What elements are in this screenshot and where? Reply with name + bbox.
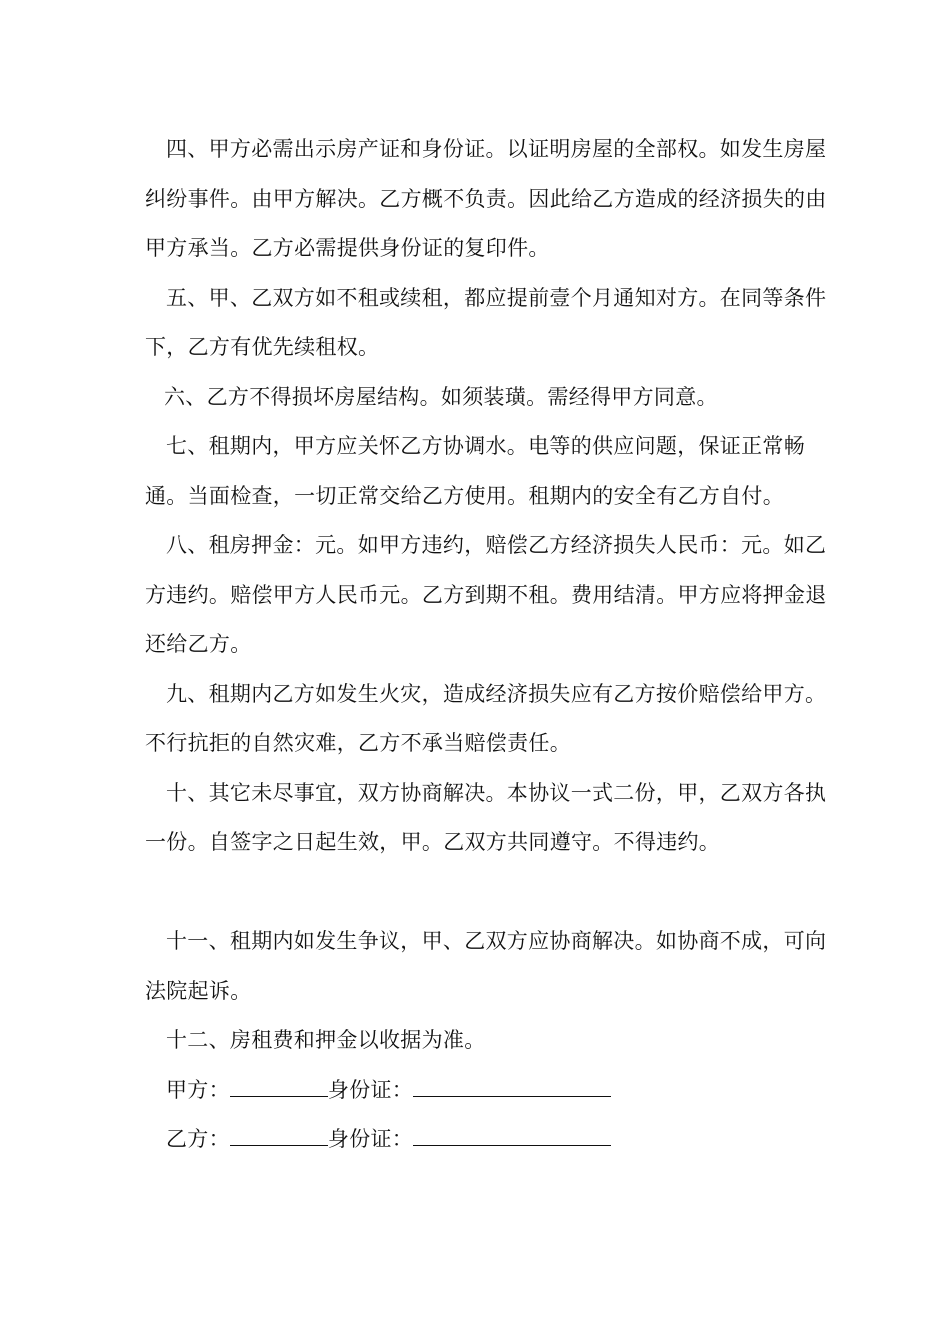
clause-8: 八、租房押金：元。如甲方违约，赔偿乙方经济损失人民币：元。如乙方违约。赔偿甲方人民币元。乙方到期不租。费用结清。甲方应将押金退还给乙方。 — [145, 533, 827, 656]
party-b-id-label: 身份证： — [327, 1127, 414, 1151]
party-b-name-blank — [230, 1125, 328, 1146]
party-b-id-blank — [413, 1125, 611, 1146]
clause-9: 九、租期内乙方如发生火灾，造成经济损失应有乙方按价赔偿给甲方。不行抗拒的自然灾难，乙方不承当赔偿责任。 — [145, 681, 827, 755]
clause-12: 十二、房租费和押金以收据为准。 — [166, 1028, 486, 1052]
party-a-signature-row — [145, 1066, 835, 1116]
party-b-signature-row — [145, 1115, 835, 1165]
party-b-label: 乙方： — [166, 1127, 230, 1151]
clause-4: 四、甲方必需出示房产证和身份证。以证明房屋的全部权。如发生房屋纠纷事件。由甲方解决。乙方概不负责。因此给乙方造成的经济损失的由甲方承当。乙方必需提供身份证的复印件。 — [145, 137, 827, 260]
contract-body — [145, 125, 835, 1165]
clause-5: 五、甲、乙双方如不租或续租，都应提前壹个月通知对方。在同等条件下，乙方有优先续租权。 — [145, 285, 827, 359]
party-a-label: 甲方： — [166, 1077, 230, 1102]
clause-6: 六、乙方不得损坏房屋结构。如须装璜。需经得甲方同意。 — [164, 384, 718, 409]
party-a-name-blank — [230, 1076, 328, 1097]
clause-7: 七、租期内，甲方应关怀乙方协调水。电等的供应问题，保证正常畅通。当面检查，一切正常交给乙方使用。租期内的安全有乙方自付。 — [145, 434, 805, 508]
party-a-id-blank — [413, 1076, 611, 1097]
clause-10: 十、其它未尽事宜，双方协商解决。本协议一式二份，甲，乙双方各执一份。自签字之日起生效，甲。乙双方共同遵守。不得违约。 — [145, 780, 827, 854]
paragraph-gap — [145, 868, 835, 918]
party-a-id-label: 身份证： — [327, 1077, 414, 1102]
clause-11: 十一、租期内如发生争议，甲、乙双方应协商解决。如协商不成，可向法院起诉。 — [145, 929, 827, 1003]
